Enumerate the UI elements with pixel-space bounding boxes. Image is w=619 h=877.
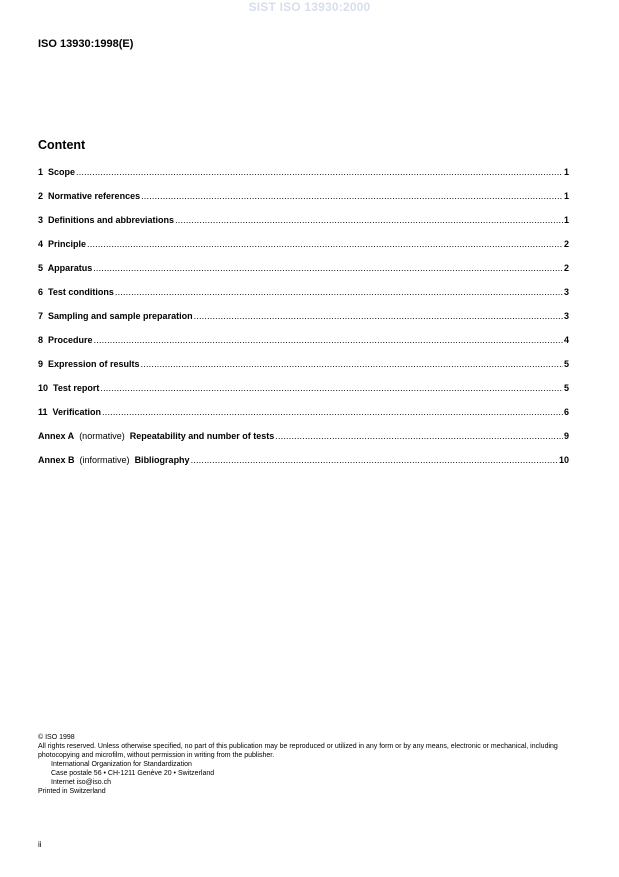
toc-entry-number: 10 — [38, 383, 49, 393]
toc-entry-number: 8 — [38, 335, 44, 345]
toc-entry[interactable] — [38, 190, 569, 214]
toc-entry[interactable] — [38, 238, 569, 262]
toc-entry[interactable] — [38, 430, 569, 454]
dot-leader — [87, 238, 563, 250]
toc-entry-label: Test conditions — [48, 287, 114, 297]
copyright-notice — [38, 733, 578, 796]
toc-entry-title — [38, 430, 274, 442]
toc-entry-title — [38, 334, 93, 346]
toc-entry-label: Bibliography — [134, 455, 190, 465]
toc-entry-page: 3 — [563, 287, 569, 297]
dot-leader — [194, 310, 563, 322]
toc-entry-page: 2 — [563, 239, 569, 249]
rights-statement: All rights reserved. Unless otherwise specified, no part of this publication may be reproduced or utilized in any form or by any means, electronic or mechanical, including photocopying and microfilm, without permission in writing from the publisher. — [38, 743, 558, 759]
toc-entry-label: Normative references — [48, 191, 141, 201]
dot-leader — [102, 406, 563, 418]
watermark: SIST ISO 13930:2000 — [248, 0, 371, 14]
dot-leader — [191, 454, 558, 466]
dot-leader — [275, 430, 563, 442]
toc-entry-page: 5 — [563, 359, 569, 369]
toc-entry-number: Annex B — [38, 455, 75, 465]
dot-leader — [175, 214, 563, 226]
toc-entry-page: 9 — [563, 431, 569, 441]
document-identifier: ISO 13930:1998(E) — [38, 38, 134, 50]
toc-entry-label: Principle — [48, 239, 87, 249]
toc-entry-title — [38, 406, 101, 418]
toc-entry[interactable] — [38, 454, 569, 478]
toc-heading: Content — [38, 138, 86, 152]
toc-entry[interactable] — [38, 358, 569, 382]
table-of-contents — [38, 166, 569, 478]
dot-leader — [94, 334, 563, 346]
organization-internet: Internet iso@iso.ch — [51, 779, 112, 786]
toc-entry-label: Procedure — [48, 335, 93, 345]
toc-entry-title — [38, 454, 190, 466]
copyright-line: © ISO 1998 — [38, 734, 75, 741]
toc-entry[interactable] — [38, 286, 569, 310]
toc-entry-title — [38, 238, 86, 250]
toc-entry-page: 3 — [563, 311, 569, 321]
toc-entry-number: 9 — [38, 359, 44, 369]
toc-entry[interactable] — [38, 310, 569, 334]
printed-location: Printed in Switzerland — [38, 788, 106, 795]
toc-entry-title — [38, 382, 99, 394]
dot-leader — [141, 190, 563, 202]
toc-entry-number: 2 — [38, 191, 44, 201]
toc-entry-number: 6 — [38, 287, 44, 297]
toc-entry-number: 7 — [38, 311, 44, 321]
page-number: ii — [38, 840, 42, 849]
toc-entry-qualifier: (informative) — [79, 455, 130, 465]
toc-entry-label: Apparatus — [47, 263, 93, 273]
dot-leader — [93, 262, 563, 274]
toc-entry-number: 5 — [38, 263, 44, 273]
toc-entry-title — [38, 214, 174, 226]
toc-entry-qualifier: (normative) — [79, 431, 125, 441]
toc-entry-label: Verification — [52, 407, 102, 417]
toc-entry-title — [38, 286, 114, 298]
toc-entry-label: Definitions and abbreviations — [48, 215, 175, 225]
toc-entry-title — [38, 310, 193, 322]
toc-entry-title — [38, 166, 75, 178]
toc-entry-number: Annex A — [38, 431, 75, 441]
toc-entry[interactable] — [38, 406, 569, 430]
toc-entry-page: 1 — [563, 215, 569, 225]
toc-entry[interactable] — [38, 382, 569, 406]
toc-entry[interactable] — [38, 262, 569, 286]
toc-entry[interactable] — [38, 334, 569, 358]
toc-entry-label: Scope — [48, 167, 76, 177]
dot-leader — [115, 286, 563, 298]
toc-entry[interactable] — [38, 166, 569, 190]
toc-entry-number: 3 — [38, 215, 44, 225]
dot-leader — [141, 358, 563, 370]
toc-entry-number: 4 — [38, 239, 44, 249]
toc-entry-page: 4 — [563, 335, 569, 345]
toc-entry[interactable] — [38, 214, 569, 238]
toc-entry-number: 1 — [38, 167, 44, 177]
toc-entry-title — [38, 358, 140, 370]
organization-name: International Organization for Standardization — [51, 761, 192, 768]
toc-entry-label: Expression of results — [48, 359, 140, 369]
toc-entry-page: 1 — [563, 167, 569, 177]
dot-leader — [76, 166, 563, 178]
toc-entry-page: 10 — [558, 455, 569, 465]
toc-entry-page: 2 — [563, 263, 569, 273]
toc-entry-page: 1 — [563, 191, 569, 201]
toc-entry-title — [38, 262, 92, 274]
toc-entry-label: Test report — [53, 383, 100, 393]
toc-entry-label: Repeatability and number of tests — [129, 431, 275, 441]
toc-entry-number: 11 — [38, 407, 48, 417]
toc-entry-title — [38, 190, 140, 202]
dot-leader — [100, 382, 563, 394]
organization-address: Case postale 56 • CH-1211 Genève 20 • Switzerland — [51, 770, 215, 777]
toc-entry-page: 6 — [563, 407, 569, 417]
toc-entry-label: Sampling and sample preparation — [48, 311, 193, 321]
toc-entry-page: 5 — [563, 383, 569, 393]
